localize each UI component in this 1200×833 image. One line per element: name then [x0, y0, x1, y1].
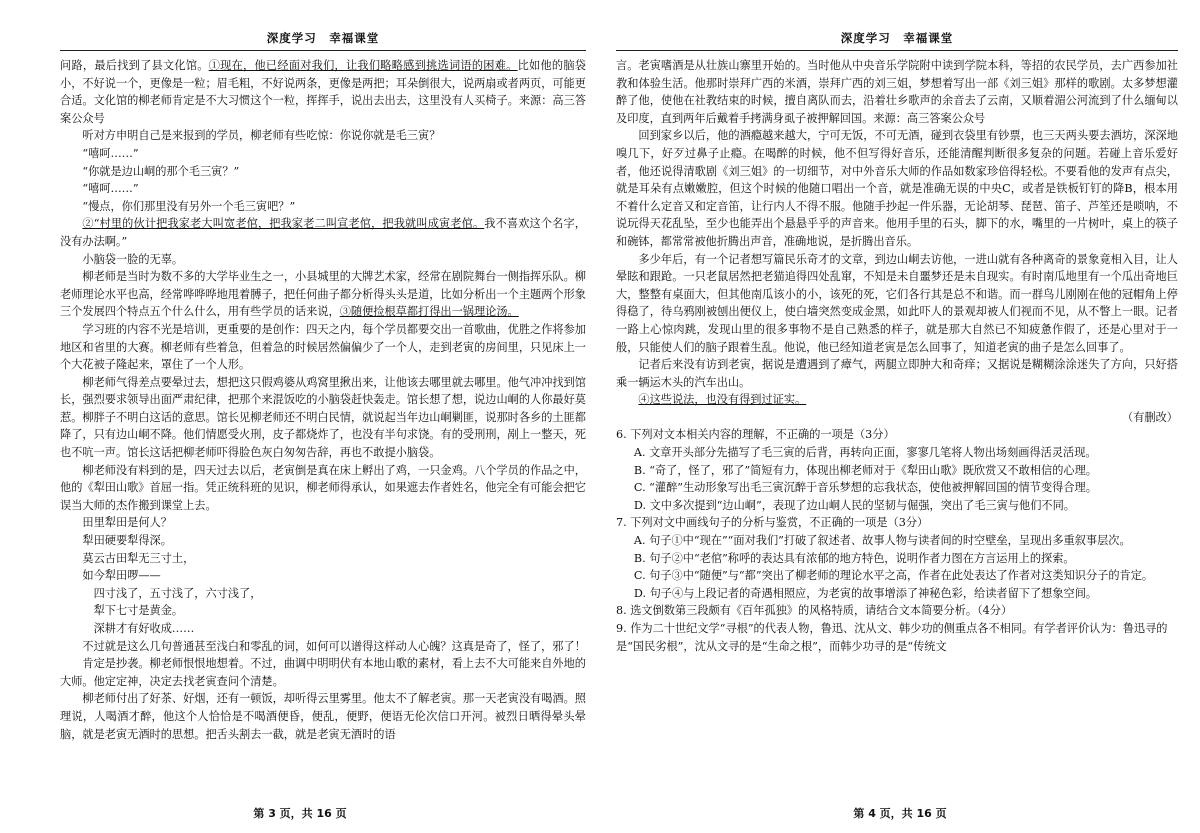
- page-header: 深度学习 幸福课堂: [266, 31, 380, 45]
- paragraph: 不过就是这么几句普通甚至浅白和零乱的词，如何可以谱得这样动人心魄？这真是奇了，怪了，邪了！: [82, 639, 586, 653]
- option-a: A. 文章开头部分先描写了毛三寅的后背，再转向正面，寥寥几笔将人物出场刻画得活灵活现。: [633, 446, 1097, 460]
- question-stem: 8. 选文倒数第三段颇有《百年孤独》的风格特质，请结合文本简要分析。（4分）: [616, 604, 1013, 618]
- page-footer: 第 4 页，共 16 页: [853, 807, 947, 820]
- option-d: D. 句子④与上段记者的奇遇相照应，为老寅的故事增添了神秘色彩，给读者留下了想象空间。: [633, 586, 1098, 600]
- question-7: [616, 514, 1178, 602]
- paragraph: 肯定是抄袭。柳老师恨恨地想着。不过，曲调中明明伏有本地山歌的素材，看上去不大可能来自外地的大师。他定定神，决定去找老寅查问个清楚。: [60, 657, 586, 688]
- paragraph: 柳老师气得差点要晕过去，想把这只假鸡婆从鸡窝里揪出来，让他该去哪里就去哪里。他气冲冲找到馆长，强烈要求领导出面严肃纪律，把那个来混饭吃的小脑袋赶快轰走。馆长想了想，说边山峒的人你最好莫惹。柳胖子不明白这话的意思。馆长见柳老师还不明白民情，就说起当年边山峒剿匪，说那时各乡的土匪都降了，只有边山峒不降。他们情愿受火刑，皮子都烧炸了，也没有半句求饶。有的受刑刑，剐上一整天，死也不吭一声。馆长这话把柳老师吓得脸色灰白匆匆告辞，再也不敢提小脑袋。: [60, 375, 586, 460]
- dialogue-line: “嘻呵……”: [82, 182, 139, 196]
- paragraph: 回到家乡以后，他的酒瘾越来越大，宁可无饭，不可无酒，碰到衣袋里有钞票，也三天两头要去酒坊，深深地嗅几下，好歹过鼻子止瘾。在喝醉的时候，他不但写得好音乐，还能清醒判断很多复杂的问题。若碰上音乐爱好者，他还说得清歌剧《刘三姐》的一切细节，对中外音乐大师的作品如数家珍倍得轻松。不要看他的发声有点尖，就是耳朵有点嫩嫩腔，但这个时候的他随口唱出一个音，就是准确无误的中央C，或者是铁板钉钉的降B，根本用不着什么定音又和定音笛，让行内人不得不服。他随手抄起一件乐器，无论胡琴、琵琶、笛子、芦笙还是唢呐，不说玩得天花乱坠，至少也能弄出个悬悬乎乎的声音来。他用手里的石头，脚下的水，嘴里的一片树叶，桌上的筷子和碗钵，都常常被他折腾出声音，准确地说，是折腾出音乐。: [616, 129, 1178, 248]
- paragraph: 记者后来没有访到老寅，据说是遭遇到了瘴气，两腿立即肿大和奇痒；又据说是糊糊涂涂迷失了方向，只好搭乘一辆运木头的汽车出山。: [616, 358, 1178, 389]
- page-header: 深度学习 幸福课堂: [840, 31, 954, 45]
- verse-line: 深耕才有好收成……: [93, 622, 195, 635]
- question-9: [616, 620, 1178, 655]
- paragraph: 学习班的内容不光是培训，更重要的是创作：四天之内，每个学员都要交出一首歌曲，优胜之作将参加地区和省里的大赛。柳老师有些着急，但着急的时候居然偏偏少了一个人，走到老寅的房间里，只见床上一个大花被子隆起来，罩住了一个人形。: [60, 322, 586, 372]
- dialogue-line: “慢点，你们那里没有另外一个毛三寅吧？”: [82, 199, 296, 213]
- option-b: B. 句子②中“老倌”称呼的表达具有浓郁的地方特色，说明作者力图在方言运用上的探索。: [633, 551, 1075, 565]
- verse-line: 莫云古田犁无三寸土，: [82, 551, 195, 565]
- verse-line: 如今犁田啰——: [82, 569, 161, 583]
- header-divider: [60, 50, 586, 51]
- underlined-sentence-1: ①现在，他已经面对我们，让我们略略感到挑选词语的困难。: [208, 59, 518, 72]
- paragraph: 柳老师付出了好茶、好烟，还有一顿饭，却听得云里雾里。他太不了解老寅。那一天老寅没有喝酒。照理说，人喝酒才醉，他这个人恰恰是不喝酒便昏，便乱，便野，便语无伦次信口开河。被烈日晒得晕头晕脑，就是老寅无酒时的思想。把舌头割去一截，就是老寅无酒时的语: [60, 692, 586, 741]
- header-divider: [616, 50, 1178, 51]
- paragraph: 柳老师没有料到的是，四天过去以后，老寅倒是真在床上孵出了鸡，一只金鸡。八个学员的作品之中，他的《犁田山歌》首屈一指。凭正统科班的见识，柳老师得承认，如果遮去作者姓名，他完全有可能会把它误当大师的杰作搬到课堂上去。: [60, 463, 586, 512]
- page-4: [600, 0, 1200, 833]
- question-stem: 6. 下列对文本相关内容的理解，不正确的一项是（3分）: [616, 428, 895, 442]
- verse-line: 犁田硬要犁得深。: [82, 534, 172, 548]
- page-footer: 第 3 页，共 16 页: [253, 807, 347, 820]
- verse-line: 田里犁田是何人？: [82, 516, 172, 530]
- dialogue-line: “嘻呵……”: [82, 146, 139, 160]
- dialogue-line: “你就是边山峒的那个毛三寅？”: [82, 164, 240, 178]
- option-d: D. 文中多次提到“边山峒”，表现了边山峒人民的坚韧与倔强，突出了毛三寅与他们不同。: [633, 498, 1075, 512]
- verse-line: 犁下七寸是黄金。: [93, 604, 184, 618]
- option-a: A. 句子①中“现在”“面对我们”打破了叙述者、故事人物与读者间的时空壁垒，呈现出多重叙事层次。: [633, 534, 1131, 548]
- question-6: [616, 426, 1178, 514]
- underlined-sentence-2: ②“村里的伙计把我家老大叫宽老倌，把我家老二叫宣老倌，把我就叫成寅老倌。: [82, 217, 485, 231]
- question-8: [616, 602, 1178, 620]
- option-c: C. “灌醉”生动形象写出毛三寅沉醉于音乐梦想的忘我状态，使他被押解回国的情节变得合理。: [633, 481, 1097, 495]
- paragraph: 小脑袋一脸的无辜。: [82, 252, 184, 266]
- underlined-sentence-4: ④这些说法，也没有得到过证实。: [638, 393, 807, 407]
- verse-line: 四寸浅了，五寸浅了，六寸浅了，: [93, 586, 262, 600]
- underlined-sentence-3: ③随便捡根草都打得出一锅理论汤。: [339, 305, 519, 319]
- option-c: C. 句子③中“随便”与“都”突出了柳老师的理论水平之高，作者在此处表达了作者对这类知识分子的肯定。: [633, 569, 1154, 583]
- paragraph: 问路，最后找到了县文化馆。①现在，他已经面对我们，让我们略略感到挑选词语的困难。比如他的脑袋小，不好说一个，更像是一粒；眉毛粗，不好说两条，更像是两把；耳朵倒很大，说两扇或者两页，可能更合适。文化馆的柳老师肯定是不大习惯这个一粒，挥挥手，说出去出去，这里没有人买椅子。来源：高三答案公众号: [60, 59, 586, 125]
- question-stem: 9. 作为二十世纪文学“寻根”的代表人物，鲁迅、沈从文、韩少功的侧重点各不相同。有学者评价认为：鲁迅寻的是“国民劣根”，沈从文寻的是“生命之根”，而韩少功寻的是“传统文: [616, 622, 1168, 653]
- question-stem: 7. 下列对文中画线句子的分析与鉴赏，不正确的一项是（3分）: [616, 516, 929, 530]
- page-body: [60, 57, 586, 787]
- paragraph: ②“村里的伙计把我家老大叫宽老倌，把我家老二叫宣老倌，把我就叫成寅老倌。我不喜欢这个名字，没有办法啊。”: [60, 217, 586, 248]
- paragraph: 柳老师是当时为数不多的大学毕业生之一，小县城里的大牌艺术家，经常在剧院舞台一侧指挥乐队。柳老师理论水平也高，经常哗哗哗地甩着膊子，把任何曲子都分析得头头是道，比如分析出一个主题两个形象三个发展四个特点五个什么什么，用有些学员的话来说，③随便捡根草都打得出一锅理论汤。: [60, 270, 586, 319]
- source-note: （有删改）: [1122, 410, 1178, 424]
- paragraph: 听对方申明自己是来报到的学员，柳老师有些吃惊：你说你就是毛三寅？: [82, 129, 441, 143]
- page-body: [616, 57, 1178, 787]
- paragraph: 言。老寅嗜酒是从壮族山寨里开始的。当时他从中央音乐学院附中读到学院本科，等招的农民学员，去广西参加社教和体验生活。他那时崇拜广西的米酒，崇拜广西的刘三姐，梦想着写出一部《刘三姐》那样的歌剧。太多梦想灌醉了他，使他在社教结束的时候，擅自离队而去，沿着壮乡歌声的余音去了云南，又顺着湄公河流到了什么缅甸以及印度，直到两年后戴着手拷满身虱子被押解回国。来源：高三答案公众号: [616, 59, 1178, 125]
- paragraph: [616, 391, 1178, 409]
- paragraph: 多少年后，有一个记者想写篇民乐奇才的文章，到边山峒去访他，一进山就有各种离奇的景象竟相入目，让人晕眩和跟跄。一只老鼠居然把老猫追得四处乱窜，不知是未自噩梦还是未自现实。有时南瓜地里有一个瓜出奇地巨大，整整有桌面大，但其他南瓜该小的小，该死的死，它们各行其是总不和谐。而一群鸟儿刚刚在他的冠帽角上停得稳了，待乌鸦刚被刨出便仪上，使白墙突然变成金黑，如此吓人的景观却被人们视而不见，从不瞥上一眼。记者一路上心惊肉跳，发现山里的很多事物不是自己熟悉的样子，就是那大自然已不知疲惫作假了，还是心里对于一般，只能使人们的脑子跟着生乱。他说，他已经知道老寅是怎么回事了，知道老寅的曲子是怎么回事了。: [616, 252, 1178, 354]
- option-b: B. “奇了，怪了，邪了”简短有力，体现出柳老师对于《犁田山歌》既欣赏又不敢相信的心理。: [633, 463, 1097, 477]
